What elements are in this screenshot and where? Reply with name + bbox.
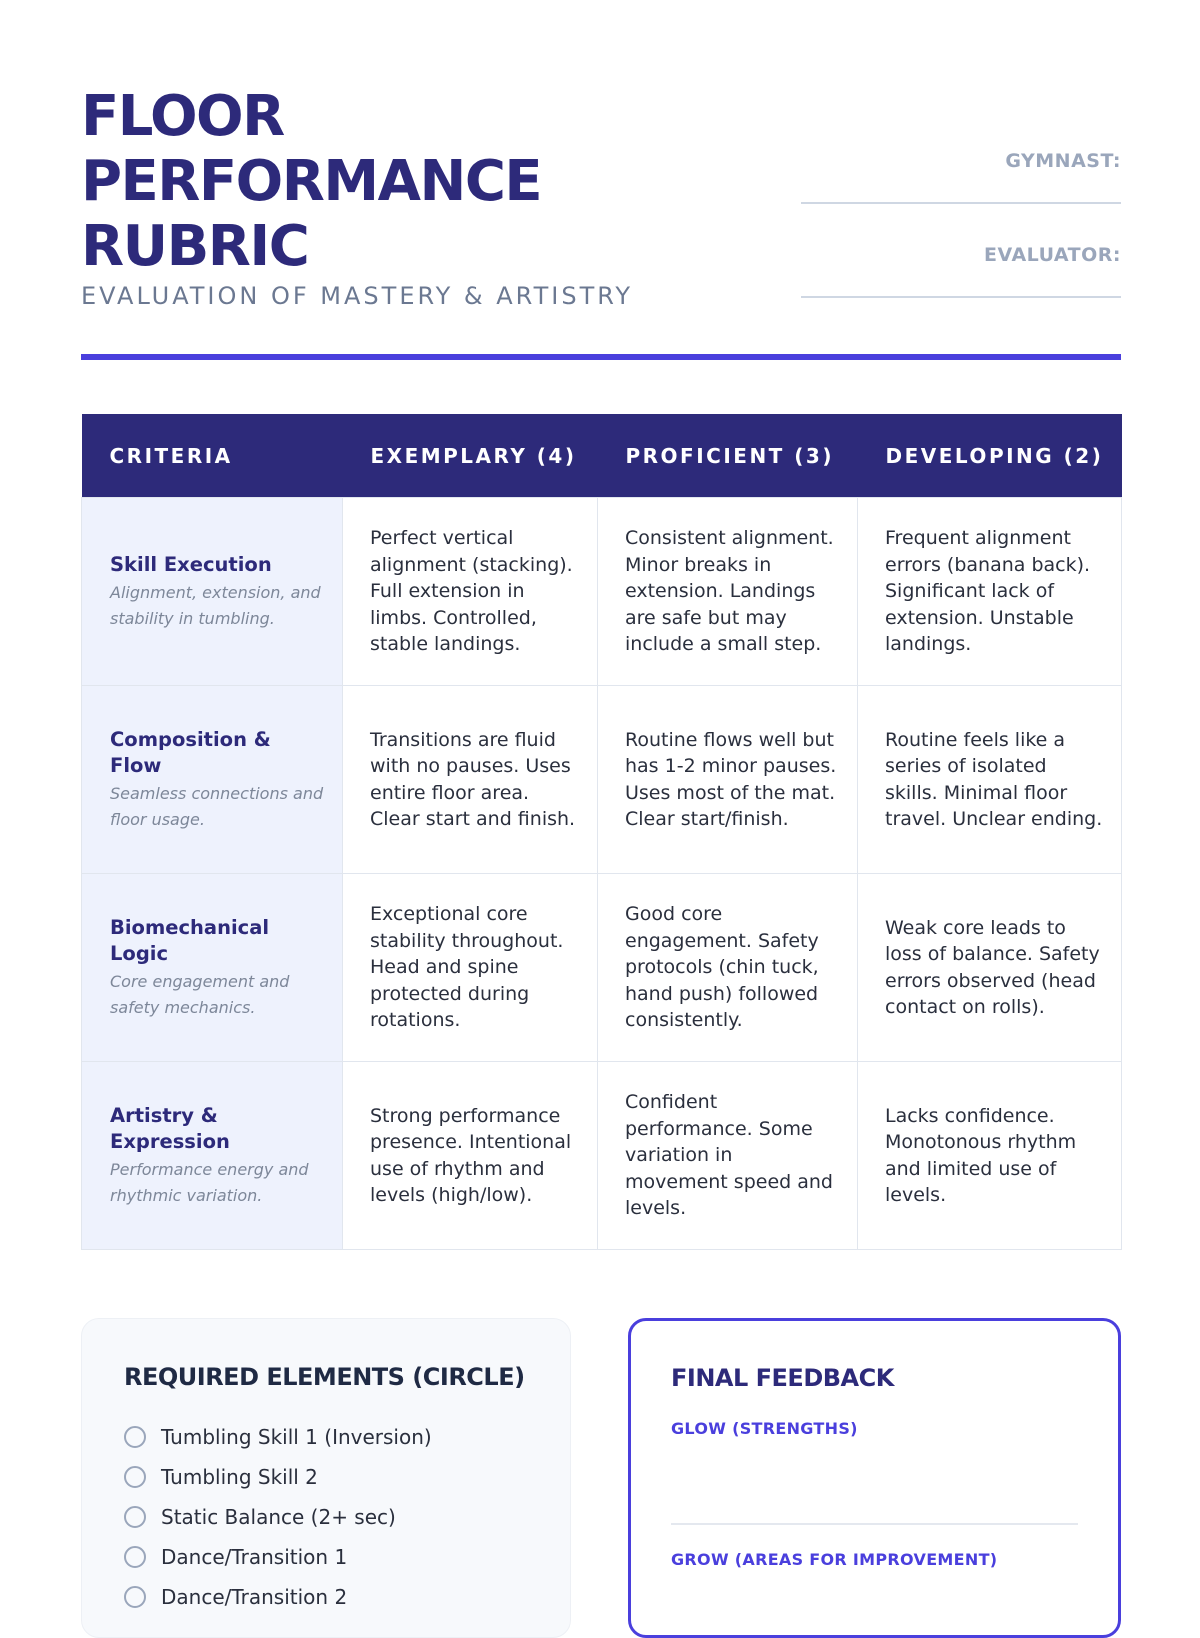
title-line-3: RUBRIC [81, 214, 309, 279]
page-title [81, 84, 541, 279]
required-item-label: Tumbling Skill 2 [161, 1465, 318, 1489]
developing-cell: Lacks confidence. Monotonous rhythm and limited use of levels. [858, 1062, 1122, 1250]
proficient-cell: Consistent alignment. Minor breaks in extension. Landings are safe but may include a small step. [598, 498, 858, 686]
proficient-cell: Good core engagement. Safety protocols (chin tuck, hand push) followed consistently. [598, 874, 858, 1062]
final-feedback-panel [628, 1318, 1121, 1638]
col-criteria: CRITERIA [82, 414, 343, 498]
col-proficient: PROFICIENT (3) [598, 414, 858, 498]
criteria-cell [82, 686, 343, 874]
list-item[interactable] [124, 1417, 432, 1457]
proficient-cell: Routine flows well but has 1-2 minor pauses. Uses most of the mat. Clear start/finish. [598, 686, 858, 874]
circle-checkbox-icon[interactable] [124, 1506, 146, 1528]
evaluator-line[interactable] [801, 296, 1121, 298]
criteria-desc: Alignment, extension, and stability in tumbling. [110, 582, 321, 628]
exemplary-cell: Transitions are fluid with no pauses. Uses entire floor area. Clear start and finish. [343, 686, 598, 874]
evaluator-label: EVALUATOR: [984, 244, 1121, 266]
list-item[interactable] [124, 1457, 432, 1497]
criteria-desc: Core engagement and safety mechanics. [110, 971, 290, 1017]
meta-fields [801, 150, 1121, 338]
circle-checkbox-icon[interactable] [124, 1426, 146, 1448]
exemplary-cell: Exceptional core stability throughout. Head and spine protected during rotations. [343, 874, 598, 1062]
header-divider [81, 354, 1121, 360]
criteria-cell [82, 498, 343, 686]
criteria-cell [82, 874, 343, 1062]
circle-checkbox-icon[interactable] [124, 1546, 146, 1568]
required-elements-panel [81, 1318, 571, 1638]
glow-label: GLOW (STRENGTHS) [671, 1419, 858, 1438]
developing-cell: Routine feels like a series of isolated skills. Minimal floor travel. Unclear ending. [858, 686, 1122, 874]
list-item[interactable] [124, 1537, 432, 1577]
final-feedback-title: FINAL FEEDBACK [671, 1364, 894, 1392]
table-row [82, 686, 1122, 874]
title-line-2: PERFORMANCE [81, 149, 542, 214]
table-row [82, 498, 1122, 686]
page-subtitle: EVALUATION OF MASTERY & ARTISTRY [81, 282, 634, 310]
criteria-name: Biomechanical Logic [110, 915, 270, 965]
circle-checkbox-icon[interactable] [124, 1466, 146, 1488]
criteria-name: Composition & Flow [110, 727, 271, 777]
required-item-label: Dance/Transition 1 [161, 1545, 348, 1569]
required-item-label: Tumbling Skill 1 (Inversion) [161, 1425, 432, 1449]
header [81, 0, 1121, 365]
gymnast-field[interactable] [801, 150, 1121, 244]
rubric-table [81, 414, 1122, 1250]
criteria-desc: Seamless connections and floor usage. [110, 783, 324, 829]
developing-cell: Weak core leads to loss of balance. Safety errors observed (head contact on rolls). [858, 874, 1122, 1062]
glow-writing-line[interactable] [671, 1523, 1078, 1525]
circle-checkbox-icon[interactable] [124, 1586, 146, 1608]
evaluator-field[interactable] [801, 244, 1121, 338]
table-row [82, 1062, 1122, 1250]
criteria-name: Skill Execution [110, 552, 272, 576]
required-item-label: Static Balance (2+ sec) [161, 1505, 396, 1529]
table-row [82, 874, 1122, 1062]
proficient-cell: Confident performance. Some variation in movement speed and levels. [598, 1062, 858, 1250]
exemplary-cell: Perfect vertical alignment (stacking). Full extension in limbs. Controlled, stable landings. [343, 498, 598, 686]
gymnast-label: GYMNAST: [1005, 150, 1121, 172]
required-item-label: Dance/Transition 2 [161, 1585, 348, 1609]
criteria-cell [82, 1062, 343, 1250]
required-elements-title: REQUIRED ELEMENTS (CIRCLE) [124, 1363, 525, 1391]
developing-cell: Frequent alignment errors (banana back). Significant lack of extension. Unstable landings. [858, 498, 1122, 686]
title-line-1: FLOOR [81, 84, 284, 149]
criteria-name: Artistry & Expression [110, 1103, 230, 1153]
col-developing: DEVELOPING (2) [858, 414, 1122, 498]
exemplary-cell: Strong performance presence. Intentional use of rhythm and levels (high/low). [343, 1062, 598, 1250]
rubric-header-row [82, 414, 1122, 498]
list-item[interactable] [124, 1577, 432, 1617]
grow-label: GROW (AREAS FOR IMPROVEMENT) [671, 1550, 998, 1569]
gymnast-line[interactable] [801, 202, 1121, 204]
required-elements-list [124, 1417, 432, 1617]
criteria-desc: Performance energy and rhythmic variation. [110, 1159, 309, 1205]
list-item[interactable] [124, 1497, 432, 1537]
col-exemplary: EXEMPLARY (4) [343, 414, 598, 498]
